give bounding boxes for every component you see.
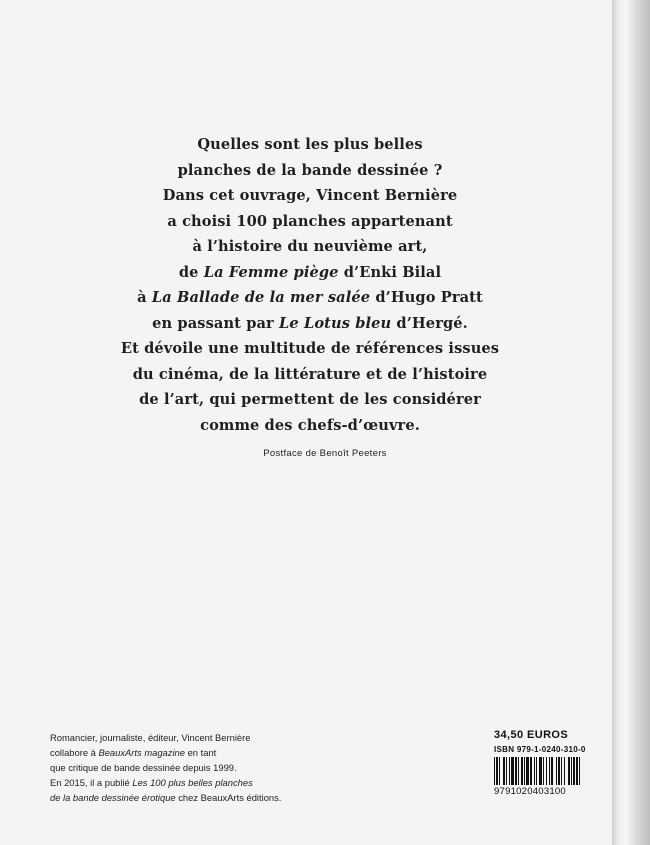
blurb-text-segment: de xyxy=(178,263,204,281)
blurb-line: de l’art, qui permettent de les considérer xyxy=(139,391,481,408)
barcode-digits: 9791020403100 xyxy=(494,786,566,797)
book-title: de la bande dessinée érotique xyxy=(50,792,176,803)
blurb-text-segment: d’Hugo Pratt xyxy=(370,289,483,306)
book-title: Le Lotus bleu xyxy=(279,314,392,332)
price-label: 34,50 EUROS xyxy=(494,729,569,741)
blurb-text xyxy=(120,132,500,438)
bio-line xyxy=(50,775,410,790)
blurb-line: planches de la bande dessinée ? xyxy=(177,161,443,179)
bio-text-segment: En 2015, il a publié xyxy=(50,777,133,788)
bio-line xyxy=(50,745,410,760)
isbn-label: ISBN 979-1-0240-310-0 xyxy=(494,745,586,754)
blurb-line xyxy=(120,311,500,337)
book-title: La Ballade de la mer salée xyxy=(151,289,371,306)
blurb-line xyxy=(120,285,500,311)
book-edge xyxy=(612,0,650,845)
blurb-line: a choisi 100 planches appartenant xyxy=(167,212,453,230)
bio-text-segment: en tant xyxy=(184,747,217,758)
bio-text-segment: collabore à xyxy=(50,747,99,758)
blurb-text-segment: d’Enki Bilal xyxy=(338,263,442,281)
blurb-line: Dans cet ouvrage, Vincent Bernière xyxy=(162,187,458,204)
barcode-icon xyxy=(494,757,604,785)
author-bio xyxy=(50,730,410,805)
bio-text-segment: chez BeauxArts éditions. xyxy=(175,792,282,803)
blurb-line: Quelles sont les plus belles xyxy=(197,136,423,153)
bio-line xyxy=(50,790,410,805)
magazine-title: BeauxArts magazine xyxy=(98,747,185,758)
blurb-line: à l’histoire du neuvième art, xyxy=(192,238,428,255)
blurb-line: comme des chefs-d’œuvre. xyxy=(200,416,420,434)
blurb-line xyxy=(120,260,500,286)
book-title: La Femme piège xyxy=(203,263,339,281)
bio-line: que critique de bande dessinée depuis 1999. xyxy=(50,762,237,773)
blurb-text-segment: d’Hergé. xyxy=(391,314,468,332)
blurb-text-segment: en passant par xyxy=(152,314,280,332)
blurb-text-segment: à xyxy=(137,289,152,306)
postface-credit: Postface de Benoît Peeters xyxy=(263,448,387,459)
blurb-line: du cinéma, de la littérature et de l’histoire xyxy=(132,365,488,383)
bio-line: Romancier, journaliste, éditeur, Vincent Bernière xyxy=(50,732,251,743)
book-title: Les 100 plus belles planches xyxy=(132,777,253,788)
blurb-line: Et dévoile une multitude de références issues xyxy=(120,340,500,357)
